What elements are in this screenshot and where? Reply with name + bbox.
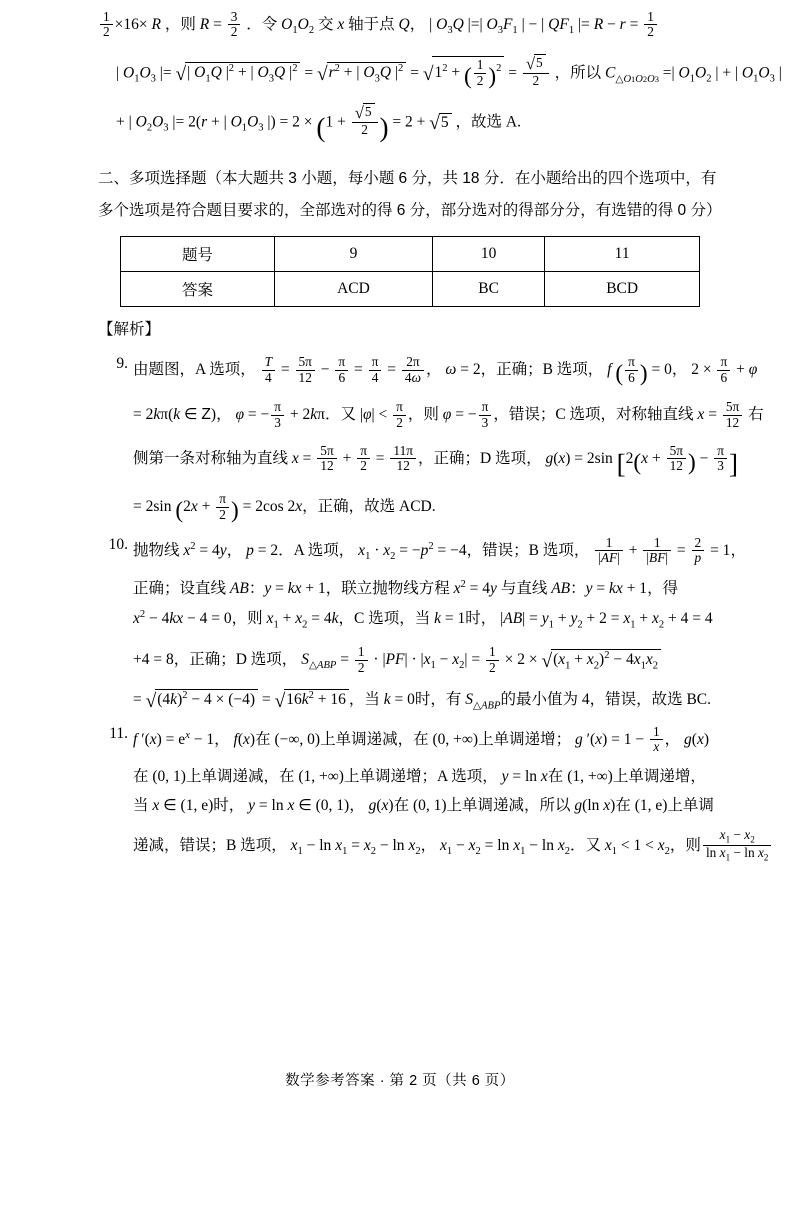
q9-line-3: 侧第一条对称轴为直线 x = $\frac{5\pi}{12}$ + $\frac{\pi}{2}$ = $\frac{11\pi}{12}$ ，正确；D 选项， g(x) = 2sin [2(x + $\frac{5\pi}{12}$ ) − $\frac{\pi}{3}$ ] [133,443,738,480]
math-text: 时， [465,610,497,628]
answer-table [120,236,700,307]
fraction-sqrt5-2: $\frac{√5}{2}$ [523,54,549,88]
q11-line-3: 当 x ∈ (1, e)时， y = ln x ∈ (0, 1)， g(x)在 (0, 1)上单调递减，所以 g(ln x)在 (1, e)上单调 [133,797,714,815]
q10-line-3: $x^2 - 4kx - 4 = 0$，则 $x_1 + x_2 = 4k$，C 选项，当 k = 1时， $|AB| = y_1 + y_2 + 2 = x_1 + x_2 + 4 = 4$ [133,609,713,631]
math-text: 递减，错误；B 选项， [133,836,287,854]
math-text: 轴于点 [348,16,395,34]
q10-line-1: 抛物线 $x^2 = 4y$， p = 2．A 选项， $x_1 \cdot x_2 = -p^2 = -4$，错误；B 选项， $\frac{1}{|AF|}$ + $\frac{1}{|BF|}$ = $\frac{2}{p}$ = 1， [133,535,746,566]
math-text: 上单调 [667,797,714,815]
math-text: 时， [213,797,245,815]
math-text: ， [664,730,681,748]
math-text: ， [671,361,688,379]
math-text: ，则 [407,406,439,424]
solution-number-9: 9. [116,355,128,373]
math-text: 右 [748,406,764,424]
math-text: ，正确；B 选项， [480,361,604,379]
math-text: ．A 选项， [278,542,355,560]
fraction-one-half-2: $\frac{1}{2}$ [644,10,657,40]
question-number-11: 11 [545,237,700,272]
math-text: ， [420,836,437,854]
solution-number-10: 10. [108,536,128,554]
math-text: ， [214,730,230,748]
math-text: ， [425,361,442,379]
math-text: 上单调递减，在 [185,767,295,785]
math-text: 在 [547,767,564,785]
q10-line-5: = $√(4k)^2 - 4 \times (-4) = √16k^2 + 16$ ，当 k = 0时，有 $S_{\triangle ABP}$的最小值为 4，错误，故选 BC. [133,690,711,712]
q11-line-4: 递减，错误；B 选项， $x_1 - \ln x_1 = x_2 - \ln x_2$， $x_1 - x_2 = \ln x_1 - \ln x_2$．又 $x_1 < 1 < x_2$，则 $\frac{x_1 - x_2}{\ln x_1 - \ln x_2}$ [133,828,773,864]
math-text: ， [349,797,365,815]
solution-line-3: + | $O_2O_3$ |= 2(r + | $O_1O_3$ |) = 2 × (1 + $\frac{√5}{2}$ ) = 2 + √5 ，故选 A. [116,103,521,143]
fraction-one-half: $\frac{1}{2}$ [100,10,113,40]
answer-10: BC [432,272,544,307]
math-text: 上单调递增； [478,730,572,748]
math-text: ， [730,542,746,560]
math-text: ，得 [647,579,679,597]
math-text: 上单调递减，在 [320,730,429,748]
section-heading: 二、多项选择题（本大题共 3 小题，每小题 6 分，共 18 分．在小题给出的四个选项中，有 [98,169,717,187]
math-text: 由题图，A 选项， [133,361,256,379]
math-text: 与直线 [500,579,548,597]
math-text: ．令 [246,16,278,34]
math-text: ．又 [569,836,601,854]
math-text: ，则 [669,836,701,854]
q11-line-2: 在 (0, 1)上单调递减，在 (1, +∞)上单调递增；A 选项， y = ln x在 (1, +∞)上单调递增， [133,767,706,785]
math-text: 上单调递减，所以 [446,797,571,815]
q9-line-2: = 2kπ(k ∈ Z)， φ = − $\frac{\pi}{3}$ + 2kπ．又 |φ| < $\frac{\pi}{2}$ ，则 φ = − $\frac{\pi}{3}$ ，错误；C 选项，对称轴直线 x = $\frac{5\pi}{12}$ 右 [133,399,764,430]
table-row [121,272,700,307]
math-text: ，正确，故选 ACD. [302,498,436,516]
math-text: ，则 [231,610,263,628]
fraction-three-halves: $\frac{3}{2}$ [228,10,241,40]
math-text: 在 [133,767,149,785]
table-row [121,237,700,272]
table-header-answer: 答案 [121,272,275,307]
math-text: 侧第一条对称轴为直线 [133,450,289,468]
math-text: ，所以 [554,64,602,82]
analysis-label: 【解析】 [98,321,161,339]
math-text: ，当 [348,691,380,709]
q9-line-4: = 2sin (2x + $\frac{\pi}{2}$ ) = 2cos 2x，正确，故选 ACD. [133,491,436,524]
math-text: ，正确；D 选项， [173,651,298,669]
math-text: 的最小值为 4，错误，故选 BC. [500,691,711,709]
solution-line-1: $\frac{1}{2}$ ×16× R ，则 R = $\frac{3}{2}$ ．令 $O_1O_2$ 交 x 轴于点 Q， | $O_3Q$ |=| $O_3F_1$ | − | $QF_1$ |= R − r = $\frac{1}{2}$ [98,10,722,40]
question-number-10: 10 [432,237,544,272]
math-text: ，联立抛物线方程 [325,579,450,597]
table-header-question: 题号 [121,237,275,272]
q10-line-2: 正确；设直线 AB：y = kx + 1，联立抛物线方程 $x^2 = 4y$ 与直线 AB：y = kx + 1，得 [133,578,679,597]
math-text: ．又 [324,406,356,424]
solution-item-11 [98,723,769,864]
q10-line-4: +4 = 8，正确；D 选项， $S_{\triangle ABP}$ = $\frac{1}{2}$ · $|PF| \cdot |x_1 - x_2|$ = $\frac{1}{2}$ × $2 \times √(x_1 + x_2)^2 - 4x_1x_2$ [133,645,746,675]
q11-line-1: f $'(x) = e^x - 1$， f(x)在 (−∞, 0)上单调递减，在 (0, +∞)上单调递增； g ′(x) = 1 − $\frac{1}{x}$ ， g(x) [133,723,710,755]
math-text: 正确；设直线 [133,579,227,597]
math-text: ，错误；B 选项， [466,542,590,560]
answer-9: ACD [275,272,433,307]
page-footer: 数学参考答案 · 第 2 页（共 6 页） [285,1073,515,1089]
math-text: 抛物线 [133,542,180,560]
q9-line-1: 由题图，A 选项， $\frac{T}{4}$ = $\frac{5\pi}{12}$ − $\frac{\pi}{6}$ = $\frac{\pi}{4}$ = $\frac{2\pi}{4\omega}$ ， ω = 2，正确；B 选项， f ( $\frac{\pi}{6}$ ) = 0， 2 × $\frac{\pi}{6}$ + φ [133,354,758,387]
math-text: 当 [133,797,149,815]
math-text: ，则 [164,16,196,34]
math-text: ，正确；D 选项， [418,450,542,468]
math-text: ，错误；C 选项，对称轴直线 [493,406,694,424]
solution-line-2: | $O_1O_3$ |= √| $O_1Q$ $|^2$ + | $O_3Q$ $|^2 = √r^2$ + | $O_3Q$ $|^2 = √1^2$ + ( $\frac{1}{2}$ )$^2$ = $\frac{√5}{2}$ ，所以 $C_{\triangle O1O2O3}$ =| $O_1O_2$ | + | $O_1O_3$ | [116,53,782,90]
math-text: ，故选 A. [455,113,521,131]
math-text: 在 [615,797,631,815]
solution-number-11: 11. [109,724,128,742]
math-text: ，C 选项，当 [338,610,431,628]
answer-11: BCD [545,272,700,307]
solution-item-9 [98,354,764,524]
math-text: 交 [317,16,334,34]
solution-item-10 [98,535,746,712]
math-text: 在 [393,797,410,815]
math-text: 在 [255,730,271,748]
math-text: ， [216,406,232,424]
section-heading-line2: 多个选项是符合题目要求的，全部选对的得 6 分，部分选对的得部分分，有选错的得 0 分） [98,202,722,220]
math-text: 上单调递增， [612,767,706,785]
question-number-9: 9 [275,237,433,272]
math-text: 上单调递增；A 选项， [343,767,498,785]
math-text: 时，有 [414,691,462,709]
math-text: ×16× [114,16,148,34]
math-text: ， [409,16,426,34]
